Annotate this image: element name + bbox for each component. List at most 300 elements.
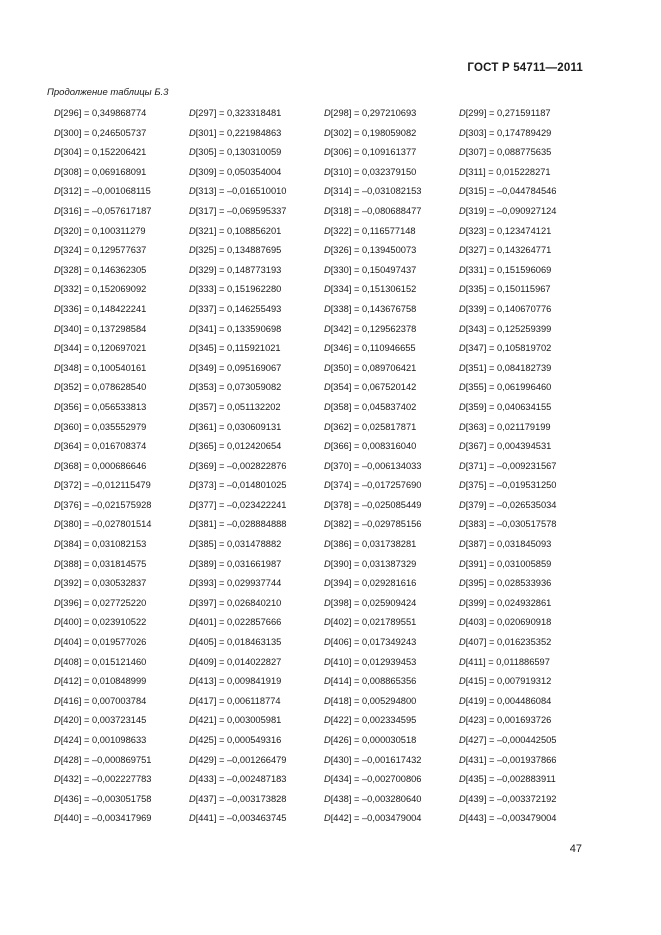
coefficient-symbol: D	[324, 166, 331, 177]
coefficient-symbol: D	[189, 147, 196, 158]
table-cell: D[323] = 0,123474121	[459, 225, 552, 236]
coefficient-symbol: D	[459, 578, 466, 589]
coefficient-symbol: D	[459, 245, 466, 256]
table-cell: D[358] = 0,045837402	[324, 401, 417, 412]
table-cell: D[437] = –0,003173828	[189, 793, 287, 804]
coefficient-symbol: D	[189, 499, 196, 510]
table-cell: D[313] = –0,016510010	[189, 186, 287, 197]
table-cell: D[423] = 0,001693726	[459, 715, 552, 726]
coefficient-symbol: D	[54, 186, 61, 197]
table-cell: D[299] = 0,271591187	[459, 108, 551, 118]
table-cell: D[396] = 0,027725220	[54, 597, 147, 608]
coefficient-symbol: D	[189, 382, 196, 393]
table-cell: D[371] = –0,009231567	[459, 460, 557, 471]
table-cell: D[363] = 0,021179199	[459, 421, 551, 432]
coefficient-symbol: D	[459, 264, 466, 275]
coefficient-symbol: D	[189, 578, 196, 589]
table-cell: D[296] = 0,349868774	[54, 108, 147, 118]
coefficient-symbol: D	[54, 676, 61, 687]
table-cell: D[425] = 0,000549316	[189, 735, 282, 745]
coefficient-symbol: D	[324, 656, 331, 667]
coefficient-symbol: D	[459, 166, 466, 177]
coefficient-symbol: D	[459, 695, 466, 706]
coefficient-symbol: D	[189, 617, 196, 628]
coefficient-symbol: D	[459, 499, 466, 510]
table-cell: D[377] = –0,023422241	[189, 499, 287, 510]
table-cell: D[341] = 0,133590698	[189, 323, 282, 334]
coefficient-symbol: D	[189, 558, 196, 569]
table-cell: D[410] = 0,012939453	[324, 656, 417, 667]
coefficient-symbol: D	[54, 382, 61, 393]
table-cell: D[414] = 0,008865356	[324, 676, 417, 687]
table-cell: D[349] = 0,095169067	[189, 362, 282, 373]
coefficient-symbol: D	[459, 813, 466, 824]
coefficient-symbol: D	[189, 264, 196, 275]
table-cell: D[359] = 0,040634155	[459, 401, 552, 412]
coefficient-symbol: D	[189, 303, 196, 314]
table-cell: D[352] = 0,078628540	[54, 382, 147, 393]
table-cell: D[318] = –0,080688477	[324, 205, 422, 216]
table-cell: D[320] = 0,100311279	[54, 225, 146, 236]
table-cell: D[332] = 0,152069092	[54, 284, 147, 295]
coefficient-symbol: D	[189, 343, 196, 354]
coefficient-symbol: D	[54, 147, 61, 158]
table-cell: D[431] = –0,001937866	[459, 754, 557, 765]
coefficient-symbol: D	[459, 656, 466, 667]
table-cell: D[439] = –0,003372192	[459, 793, 557, 804]
table-cell: D[333] = 0,151962280	[189, 284, 282, 295]
page-number: 47	[569, 843, 582, 855]
coefficient-symbol: D	[459, 460, 466, 471]
coefficient-symbol: D	[189, 245, 196, 256]
table-cell: D[312] = –0,001068115	[54, 186, 151, 197]
table-cell: D[401] = 0,022857666	[189, 617, 282, 628]
table-cell: D[407] = 0,016235352	[459, 637, 552, 648]
table-cell: D[436] = –0,003051758	[54, 793, 152, 804]
table-cell: D[404] = 0,019577026	[54, 637, 147, 648]
table-cell: D[426] = 0,000030518	[324, 735, 417, 745]
table-cell: D[387] = 0,031845093	[459, 539, 552, 550]
coefficient-symbol: D	[189, 401, 196, 412]
coefficient-symbol: D	[324, 519, 331, 530]
table-cell: D[399] = 0,024932861	[459, 597, 552, 608]
coefficient-symbol: D	[459, 186, 466, 197]
coefficient-symbol: D	[189, 108, 196, 118]
table-cell: D[353] = 0,073059082	[189, 382, 282, 393]
coefficient-symbol: D	[189, 539, 196, 550]
table-cell: D[442] = –0,003479004	[324, 813, 422, 824]
table-cell: D[400] = 0,023910522	[54, 617, 147, 628]
table-cell: D[367] = 0,004394531	[459, 441, 552, 452]
coefficient-symbol: D	[54, 578, 61, 589]
coefficient-symbol: D	[189, 735, 196, 745]
coefficient-symbol: D	[189, 284, 196, 295]
coefficient-symbol: D	[459, 519, 466, 530]
table-cell: D[392] = 0,030532837	[54, 578, 147, 589]
coefficient-symbol: D	[54, 617, 61, 628]
table-cell: D[315] = –0,044784546	[459, 186, 557, 197]
coefficient-symbol: D	[54, 343, 61, 354]
coefficient-symbol: D	[324, 225, 331, 236]
table-cell: D[324] = 0,129577637	[54, 245, 147, 256]
coefficient-symbol: D	[324, 108, 331, 118]
coefficient-symbol: D	[324, 637, 331, 648]
coefficient-symbol: D	[54, 323, 61, 334]
coefficient-symbol: D	[54, 735, 61, 745]
table-cell: D[393] = 0,029937744	[189, 578, 282, 589]
table-cell: D[351] = 0,084182739	[459, 362, 552, 373]
coefficient-symbol: D	[54, 421, 61, 432]
coefficient-symbol: D	[324, 284, 331, 295]
table-cell: D[303] = 0,174789429	[459, 127, 552, 138]
table-cell: D[394] = 0,029281616	[324, 578, 417, 589]
table-cell: D[325] = 0,134887695	[189, 245, 282, 256]
table-cell: D[419] = 0,004486084	[459, 695, 552, 706]
table-cell: D[438] = –0,003280640	[324, 793, 422, 804]
coefficient-symbol: D	[189, 774, 196, 785]
coefficient-symbol: D	[189, 637, 196, 648]
coefficient-symbol: D	[324, 558, 331, 569]
coefficient-symbol: D	[54, 205, 61, 216]
table-cell: D[429] = –0,001266479	[189, 754, 287, 765]
table-cell: D[342] = 0,129562378	[324, 323, 417, 334]
coefficient-symbol: D	[324, 441, 331, 452]
table-caption: Продолжение таблицы Б.3	[47, 87, 169, 98]
coefficient-symbol: D	[54, 480, 61, 491]
coefficient-symbol: D	[459, 284, 466, 295]
coefficient-table	[54, 104, 594, 829]
table-cell: D[306] = 0,109161377	[324, 147, 417, 158]
document-header	[467, 62, 583, 74]
coefficient-symbol: D	[324, 754, 331, 765]
coefficient-symbol: D	[324, 774, 331, 785]
table-cell: D[412] = 0,010848999	[54, 676, 147, 687]
coefficient-symbol: D	[54, 539, 61, 550]
coefficient-symbol: D	[459, 205, 466, 216]
table-cell: D[368] = 0,000686646	[54, 460, 147, 471]
coefficient-symbol: D	[189, 676, 196, 687]
table-cell: D[317] = –0,069595337	[189, 205, 287, 216]
table-cell: D[301] = 0,221984863	[189, 127, 282, 138]
table-cell: D[397] = 0,026840210	[189, 597, 282, 608]
table-cell: D[330] = 0,150497437	[324, 264, 417, 275]
coefficient-symbol: D	[54, 558, 61, 569]
table-cell: D[441] = –0,003463745	[189, 813, 287, 824]
coefficient-symbol: D	[324, 264, 331, 275]
coefficient-symbol: D	[324, 343, 331, 354]
table-cell: D[391] = 0,031005859	[459, 558, 552, 569]
coefficient-symbol: D	[459, 382, 466, 393]
table-cell: D[421] = 0,003005981	[189, 715, 282, 726]
coefficient-symbol: D	[324, 303, 331, 314]
coefficient-symbol: D	[459, 421, 466, 432]
coefficient-symbol: D	[324, 401, 331, 412]
coefficient-symbol: D	[54, 108, 61, 118]
coefficient-symbol: D	[324, 421, 331, 432]
table-cell: D[361] = 0,030609131	[189, 421, 282, 432]
coefficient-symbol: D	[459, 597, 466, 608]
coefficient-symbol: D	[324, 245, 331, 256]
table-cell: D[300] = 0,246505737	[54, 127, 147, 138]
table-cell: D[433] = –0,002487183	[189, 774, 287, 785]
table-cell: D[403] = 0,020690918	[459, 617, 552, 628]
table-cell: D[326] = 0,139450073	[324, 245, 417, 256]
coefficient-symbol: D	[189, 715, 196, 726]
coefficient-symbol: D	[54, 519, 61, 530]
coefficient-symbol: D	[54, 127, 61, 138]
table-cell: D[405] = 0,018463135	[189, 637, 282, 648]
table-cell: D[388] = 0,031814575	[54, 558, 147, 569]
coefficient-symbol: D	[189, 362, 196, 373]
table-cell: D[350] = 0,089706421	[324, 362, 417, 373]
table-cell: D[413] = 0,009841919	[189, 676, 282, 687]
table-cell: D[389] = 0,031661987	[189, 558, 282, 569]
table-cell: D[373] = –0,014801025	[189, 480, 287, 491]
coefficient-symbol: D	[54, 166, 61, 177]
table-cell: D[390] = 0,031387329	[324, 558, 417, 569]
table-cell: D[355] = 0,061996460	[459, 382, 552, 393]
coefficient-symbol: D	[324, 676, 331, 687]
table-cell: D[382] = –0,029785156	[324, 519, 422, 530]
coefficient-symbol: D	[324, 735, 331, 745]
table-cell: D[395] = 0,028533936	[459, 578, 552, 589]
table-cell: D[418] = 0,005294800	[324, 695, 417, 706]
table-cell: D[415] = 0,007919312	[459, 676, 552, 687]
table-cell: D[369] = –0,002822876	[189, 460, 287, 471]
coefficient-symbol: D	[459, 401, 466, 412]
table-cell: D[386] = 0,031738281	[324, 539, 417, 550]
coefficient-symbol: D	[189, 225, 196, 236]
coefficient-symbol: D	[459, 793, 466, 804]
coefficient-symbol: D	[54, 401, 61, 412]
coefficient-symbol: D	[189, 695, 196, 706]
table-cell: D[308] = 0,069168091	[54, 166, 147, 177]
coefficient-symbol: D	[54, 715, 61, 726]
table-cell: D[310] = 0,032379150	[324, 166, 417, 177]
coefficient-symbol: D	[189, 793, 196, 804]
table-cell: D[420] = 0,003723145	[54, 715, 147, 726]
table-cell: D[302] = 0,198059082	[324, 127, 417, 138]
coefficient-symbol: D	[324, 205, 331, 216]
table-cell: D[297] = 0,323318481	[189, 108, 282, 118]
table-cell: D[411] = 0,011886597	[459, 656, 550, 667]
coefficient-symbol: D	[54, 793, 61, 804]
coefficient-symbol: D	[324, 715, 331, 726]
coefficient-symbol: D	[459, 225, 466, 236]
coefficient-symbol: D	[54, 362, 61, 373]
table-cell: D[416] = 0,007003784	[54, 695, 147, 706]
table-cell: D[316] = –0,057617187	[54, 205, 152, 216]
table-cell: D[379] = –0,026535034	[459, 499, 557, 510]
table-cell: D[334] = 0,151306152	[324, 284, 417, 295]
coefficient-symbol: D	[459, 441, 466, 452]
coefficient-symbol: D	[189, 421, 196, 432]
coefficient-symbol: D	[189, 519, 196, 530]
table-cell: D[378] = –0,025085449	[324, 499, 422, 510]
table-cell: D[344] = 0,120697021	[54, 343, 147, 354]
coefficient-symbol: D	[459, 774, 466, 785]
table-cell: D[329] = 0,148773193	[189, 264, 282, 275]
table-cell: D[354] = 0,067520142	[324, 382, 417, 393]
table-cell: D[364] = 0,016708374	[54, 441, 147, 452]
coefficient-symbol: D	[324, 186, 331, 197]
coefficient-symbol: D	[54, 245, 61, 256]
table-cell: D[372] = –0,012115479	[54, 480, 151, 491]
coefficient-symbol: D	[54, 637, 61, 648]
table-cell: D[345] = 0,115921021	[189, 343, 281, 354]
coefficient-symbol: D	[459, 735, 466, 745]
coefficient-symbol: D	[54, 695, 61, 706]
coefficient-symbol: D	[189, 205, 196, 216]
table-cell: D[430] = –0,001617432	[324, 754, 422, 765]
coefficient-symbol: D	[459, 637, 466, 648]
table-cell: D[385] = 0,031478882	[189, 539, 282, 550]
coefficient-symbol: D	[324, 695, 331, 706]
coefficient-symbol: D	[459, 617, 466, 628]
table-cell: D[417] = 0,006118774	[189, 695, 281, 706]
table-cell: D[384] = 0,031082153	[54, 539, 147, 550]
coefficient-symbol: D	[54, 441, 61, 452]
coefficient-symbol: D	[324, 793, 331, 804]
table-cell: D[346] = 0,110946655	[324, 343, 416, 354]
table-cell: D[381] = –0,028884888	[189, 519, 287, 530]
coefficient-symbol: D	[459, 754, 466, 765]
table-cell: D[357] = 0,051132202	[189, 401, 281, 412]
table-cell: D[309] = 0,050354004	[189, 166, 282, 177]
table-cell: D[370] = –0,006134033	[324, 460, 422, 471]
coefficient-symbol: D	[189, 323, 196, 334]
coefficient-symbol: D	[54, 303, 61, 314]
table-cell: D[322] = 0,116577148	[324, 225, 416, 236]
table-cell: D[321] = 0,108856201	[189, 225, 282, 236]
coefficient-symbol: D	[324, 499, 331, 510]
coefficient-symbol: D	[189, 480, 196, 491]
table-cell: D[356] = 0,056533813	[54, 401, 147, 412]
table-cell: D[432] = –0,002227783	[54, 774, 152, 785]
table-cell: D[339] = 0,140670776	[459, 303, 552, 314]
coefficient-symbol: D	[54, 499, 61, 510]
coefficient-symbol: D	[189, 186, 196, 197]
table-cell: D[443] = –0,003479004	[459, 813, 557, 824]
table-cell: D[304] = 0,152206421	[54, 147, 147, 158]
coefficient-symbol: D	[459, 715, 466, 726]
coefficient-symbol: D	[54, 813, 61, 824]
table-cell: D[336] = 0,148422241	[54, 303, 147, 314]
coefficient-symbol: D	[189, 166, 196, 177]
table-cell: D[424] = 0,001098633	[54, 735, 147, 745]
table-cell: D[375] = –0,019531250	[459, 480, 557, 491]
coefficient-symbol: D	[324, 539, 331, 550]
coefficient-symbol: D	[189, 656, 196, 667]
table-cell: D[365] = 0,012420654	[189, 441, 282, 452]
coefficient-symbol: D	[54, 225, 61, 236]
coefficient-symbol: D	[54, 597, 61, 608]
table-cell: D[305] = 0,130310059	[189, 147, 282, 158]
coefficient-symbol: D	[459, 539, 466, 550]
coefficient-symbol: D	[324, 617, 331, 628]
coefficient-symbol: D	[459, 127, 466, 138]
coefficient-symbol: D	[324, 578, 331, 589]
table-cell: D[374] = –0,017257690	[324, 480, 422, 491]
table-cell: D[314] = –0,031082153	[324, 186, 422, 197]
coefficient-symbol: D	[189, 813, 196, 824]
table-cell: D[343] = 0,125259399	[459, 323, 552, 334]
table-cell: D[435] = –0,002883911	[459, 774, 556, 785]
coefficient-symbol: D	[324, 362, 331, 373]
coefficient-symbol: D	[189, 754, 196, 765]
table-cell: D[338] = 0,143676758	[324, 303, 417, 314]
table-cell: D[311] = 0,015228271	[459, 166, 551, 177]
coefficient-symbol: D	[54, 656, 61, 667]
table-cell: D[362] = 0,025817871	[324, 421, 417, 432]
table-cell: D[402] = 0,021789551	[324, 617, 417, 628]
coefficient-symbol: D	[54, 774, 61, 785]
table-cell: D[409] = 0,014022827	[189, 656, 282, 667]
document-id: ГОСТ Р 54711—2011	[467, 62, 583, 74]
coefficient-symbol: D	[324, 460, 331, 471]
table-cell: D[376] = –0,021575928	[54, 499, 152, 510]
table-cell: D[366] = 0,008316040	[324, 441, 417, 452]
coefficient-symbol: D	[324, 813, 331, 824]
table-cell: D[348] = 0,100540161	[54, 362, 147, 373]
coefficient-symbol: D	[459, 362, 466, 373]
table-cell: D[340] = 0,137298584	[54, 323, 147, 334]
table-cell: D[428] = –0,000869751	[54, 754, 152, 765]
coefficient-symbol: D	[324, 480, 331, 491]
coefficient-symbol: D	[459, 147, 466, 158]
table-cell: D[422] = 0,002334595	[324, 715, 417, 726]
coefficient-symbol: D	[324, 323, 331, 334]
coefficient-symbol: D	[324, 147, 331, 158]
table-cell: D[331] = 0,151596069	[459, 264, 552, 275]
coefficient-symbol: D	[459, 676, 466, 687]
coefficient-symbol: D	[459, 343, 466, 354]
coefficient-symbol: D	[459, 108, 466, 118]
table-cell: D[406] = 0,017349243	[324, 637, 417, 648]
table-cell: D[434] = –0,002700806	[324, 774, 422, 785]
coefficient-symbol: D	[189, 127, 196, 138]
table-cell: D[383] = –0,030517578	[459, 519, 557, 530]
table-cell: D[380] = –0,027801514	[54, 519, 152, 530]
coefficient-symbol: D	[54, 754, 61, 765]
table-cell: D[328] = 0,146362305	[54, 264, 147, 275]
coefficient-symbol: D	[324, 597, 331, 608]
table-cell: D[408] = 0,015121460	[54, 656, 147, 667]
table-cell: D[337] = 0,146255493	[189, 303, 282, 314]
coefficient-symbol: D	[54, 460, 61, 471]
coefficient-symbol: D	[459, 558, 466, 569]
table-cell: D[427] = –0,000442505	[459, 735, 557, 745]
table-cell: D[298] = 0,297210693	[324, 108, 417, 118]
coefficient-symbol: D	[54, 284, 61, 295]
table-cell: D[440] = –0,003417969	[54, 813, 152, 824]
coefficient-symbol: D	[189, 441, 196, 452]
table-cell: D[360] = 0,035552979	[54, 421, 147, 432]
coefficient-symbol: D	[324, 382, 331, 393]
coefficient-symbol: D	[54, 264, 61, 275]
table-cell: D[347] = 0,105819702	[459, 343, 552, 354]
table-cell: D[398] = 0,025909424	[324, 597, 417, 608]
coefficient-symbol: D	[459, 323, 466, 334]
table-cell: D[335] = 0,150115967	[459, 284, 551, 295]
coefficient-symbol: D	[324, 127, 331, 138]
coefficient-symbol: D	[459, 303, 466, 314]
table-cell: D[327] = 0,143264771	[459, 245, 552, 256]
coefficient-symbol: D	[189, 597, 196, 608]
coefficient-symbol: D	[189, 460, 196, 471]
table-cell: D[319] = –0,090927124	[459, 205, 557, 216]
coefficient-symbol: D	[459, 480, 466, 491]
